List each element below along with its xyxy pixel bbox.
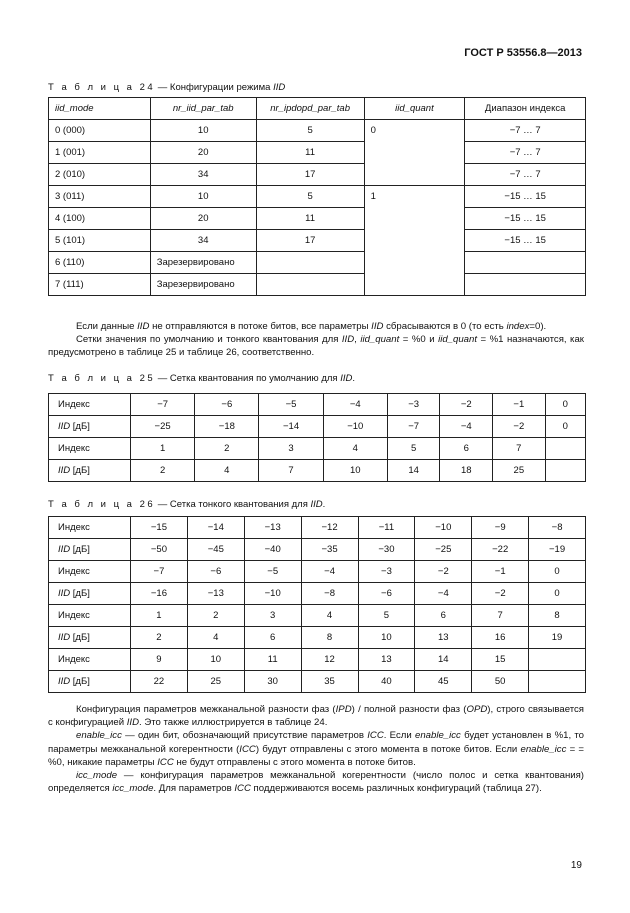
table-cell: 14 [387, 460, 440, 482]
table-cell: 4 (100) [49, 208, 151, 230]
table-cell: 17 [256, 230, 364, 252]
table-cell [256, 274, 364, 296]
table-cell: 11 [244, 649, 301, 671]
table-cell: 40 [358, 671, 415, 693]
table-cell: −6 [195, 394, 259, 416]
table-cell: −5 [244, 561, 301, 583]
table-cell: −15 … 15 [465, 208, 586, 230]
table-cell: −1 [493, 394, 546, 416]
table-row [49, 649, 586, 671]
table-row [49, 605, 586, 627]
table-cell: −10 [415, 517, 472, 539]
table-cell: 8 [529, 605, 586, 627]
table-cell: −30 [358, 539, 415, 561]
paragraph-iid-defaults: Если данные IID не отправляются в потоке битов, все параметры IID сбрасываются в 0 (то есть index=0). Сетки значения по умолчанию и тонкого квантования для IID, iid_quant = %0 и iid_quant = %1 назначаются, как предусмотрено в таблице 25 и таблице 26, соответственно. [48, 321, 584, 359]
row-label-cell: IID [дБ] [49, 416, 131, 438]
table-cell: Зарезервировано [150, 274, 256, 296]
table-row [49, 517, 586, 539]
table-cell: 30 [244, 671, 301, 693]
table-cell: 10 [358, 627, 415, 649]
table-cell: 11 [256, 142, 364, 164]
table-cell: 9 [131, 649, 188, 671]
table-row [49, 671, 586, 693]
table-cell: 6 (110) [49, 252, 151, 274]
table25 [48, 393, 586, 482]
table-cell: −18 [195, 416, 259, 438]
table-cell: 6 [244, 627, 301, 649]
table-row [49, 539, 586, 561]
table-cell: 0 [545, 416, 585, 438]
table-cell: −13 [244, 517, 301, 539]
table-cell: −50 [131, 539, 188, 561]
table-cell: 16 [472, 627, 529, 649]
table-cell: 13 [415, 627, 472, 649]
table-cell: −7 [131, 394, 195, 416]
table-cell: 1 [364, 186, 465, 296]
table-cell: 2 (010) [49, 164, 151, 186]
table-cell [545, 460, 585, 482]
table-cell: 1 (001) [49, 142, 151, 164]
table-cell: −10 [244, 583, 301, 605]
table-cell: 0 (000) [49, 120, 151, 142]
row-label-cell: IID [дБ] [49, 583, 131, 605]
table-cell: −40 [244, 539, 301, 561]
table-cell: −45 [187, 539, 244, 561]
table-row [49, 416, 586, 438]
table-cell [465, 252, 586, 274]
row-label-cell: Индекс [49, 649, 131, 671]
table-cell: −6 [358, 583, 415, 605]
table-cell: 2 [131, 627, 188, 649]
table-cell: −25 [415, 539, 472, 561]
row-label-cell: IID [дБ] [49, 671, 131, 693]
table-cell: 4 [195, 460, 259, 482]
table-cell: −4 [440, 416, 493, 438]
row-label-cell: Индекс [49, 605, 131, 627]
table-row [49, 120, 586, 142]
table-cell: 2 [187, 605, 244, 627]
table-cell: −3 [387, 394, 440, 416]
table-cell: −8 [301, 583, 358, 605]
table-cell: 5 (101) [49, 230, 151, 252]
table-cell: 15 [472, 649, 529, 671]
table-cell: −6 [187, 561, 244, 583]
table-cell: −12 [301, 517, 358, 539]
table-cell [529, 671, 586, 693]
table-cell: 2 [131, 460, 195, 482]
table-cell: −5 [259, 394, 323, 416]
table-row [49, 164, 586, 186]
table24 [48, 97, 586, 296]
table-cell: −8 [529, 517, 586, 539]
row-label-cell: IID [дБ] [49, 627, 131, 649]
table-header-cell: nr_iid_par_tab [150, 98, 256, 120]
table-cell: −2 [440, 394, 493, 416]
row-label-cell: IID [дБ] [49, 460, 131, 482]
table-cell: 4 [301, 605, 358, 627]
table-cell: Зарезервировано [150, 252, 256, 274]
table-row [49, 438, 586, 460]
table-cell: −2 [472, 583, 529, 605]
table-cell: −4 [301, 561, 358, 583]
table-cell: −3 [358, 561, 415, 583]
row-label-cell: Индекс [49, 394, 131, 416]
table-cell: 34 [150, 230, 256, 252]
table-row [49, 208, 586, 230]
table-cell: 50 [472, 671, 529, 693]
table-header-cell: nr_ipdopd_par_tab [256, 98, 364, 120]
row-label-cell: Индекс [49, 438, 131, 460]
table-row [49, 142, 586, 164]
table-cell: 0 [529, 583, 586, 605]
table-cell: 3 [244, 605, 301, 627]
table25-caption: Т а б л и ц а 25 — Сетка квантования по умолчанию для IID. [48, 373, 355, 384]
table-cell: −35 [301, 539, 358, 561]
table-cell: 7 [493, 438, 546, 460]
table-cell: 2 [195, 438, 259, 460]
table-cell: −7 … 7 [465, 120, 586, 142]
table-cell: 7 [259, 460, 323, 482]
table-cell: 12 [301, 649, 358, 671]
table-row [49, 98, 586, 120]
table-cell [465, 274, 586, 296]
table-cell: −4 [415, 583, 472, 605]
table-cell: −11 [358, 517, 415, 539]
table-cell: 20 [150, 208, 256, 230]
table-cell: −1 [472, 561, 529, 583]
table-row [49, 583, 586, 605]
table-cell: 5 [387, 438, 440, 460]
table-cell: 10 [150, 120, 256, 142]
table-row [49, 274, 586, 296]
table-cell: −15 … 15 [465, 230, 586, 252]
table-cell: −25 [131, 416, 195, 438]
table-cell: −15 … 15 [465, 186, 586, 208]
table-cell: 5 [256, 120, 364, 142]
row-label-cell: IID [дБ] [49, 539, 131, 561]
table-row [49, 394, 586, 416]
table-cell: 25 [493, 460, 546, 482]
table-cell: −14 [187, 517, 244, 539]
table-cell: 7 (111) [49, 274, 151, 296]
table-cell: 6 [440, 438, 493, 460]
page-number: 19 [570, 860, 582, 871]
table-cell [529, 649, 586, 671]
table-row [49, 186, 586, 208]
table-cell: 4 [187, 627, 244, 649]
table-cell: 10 [187, 649, 244, 671]
table-cell: −9 [472, 517, 529, 539]
table-cell: 5 [358, 605, 415, 627]
table-cell: 3 (011) [49, 186, 151, 208]
table26-caption: Т а б л и ц а 26 — Сетка тонкого квантования для IID. [48, 499, 326, 510]
table-row [49, 627, 586, 649]
table-cell: 8 [301, 627, 358, 649]
table-cell: −2 [493, 416, 546, 438]
table-cell: 35 [301, 671, 358, 693]
table-cell: 11 [256, 208, 364, 230]
table-cell: −14 [259, 416, 323, 438]
table-cell: −15 [131, 517, 188, 539]
table-cell: 20 [150, 142, 256, 164]
table-cell: 3 [259, 438, 323, 460]
table-cell: −13 [187, 583, 244, 605]
paragraph-ipd-icc: Конфигурация параметров межканальной разности фаз (IPD) / полной разности фаз (OPD), строго связывается с конфигурацией IID. Это также иллюстрируется в таблице 24. enable_icc — один бит, обозначающий присутствие параметров ICC. Если enable_icc будет установлен в %1, то параметры межканальной когерентности (ICC) будут отправлены с этого момента в потоке битов. Если enable_icc = = %0, никакие параметры ICC не будут отправлены с этого момента в потоке битов. icc_mode — конфигурация параметров межканальной когерентности (число полос и сетка квантования) определяется icc_mode. Для параметров ICC поддерживаются восемь различных конфигураций (таблица 27). [48, 704, 585, 795]
row-label-cell: Индекс [49, 561, 131, 583]
table-header-cell: iid_mode [49, 98, 151, 120]
table-cell [256, 252, 364, 274]
table-cell: 13 [358, 649, 415, 671]
table-cell: 7 [472, 605, 529, 627]
table-row [49, 561, 586, 583]
table-cell: −10 [323, 416, 387, 438]
table-cell: 5 [256, 186, 364, 208]
table-cell: −7 [387, 416, 440, 438]
table-cell: 0 [364, 120, 465, 186]
table-cell: 34 [150, 164, 256, 186]
table-cell: 4 [323, 438, 387, 460]
table-cell: −19 [529, 539, 586, 561]
table-cell: 25 [187, 671, 244, 693]
row-label-cell: Индекс [49, 517, 131, 539]
table-cell: 1 [131, 438, 195, 460]
table-cell: −2 [415, 561, 472, 583]
table-cell: 0 [545, 394, 585, 416]
table-cell: 19 [529, 627, 586, 649]
table-cell: −7 [131, 561, 188, 583]
table-row [49, 230, 586, 252]
table-cell: 14 [415, 649, 472, 671]
table-cell: −16 [131, 583, 188, 605]
table-cell: −7 … 7 [465, 142, 586, 164]
table-cell: 10 [150, 186, 256, 208]
table-cell: 6 [415, 605, 472, 627]
table24-caption: Т а б л и ц а 24 — Конфигурации режима IID [48, 82, 286, 93]
table-header-cell: Диапазон индекса [465, 98, 586, 120]
table-cell: 0 [529, 561, 586, 583]
table-cell: 1 [131, 605, 188, 627]
table-cell: 18 [440, 460, 493, 482]
table-cell: −4 [323, 394, 387, 416]
table-cell [545, 438, 585, 460]
table-cell: −22 [472, 539, 529, 561]
table26 [48, 516, 586, 693]
table-cell: −7 … 7 [465, 164, 586, 186]
document-header: ГОСТ Р 53556.8—2013 [464, 47, 582, 59]
table-cell: 22 [131, 671, 188, 693]
table-cell: 10 [323, 460, 387, 482]
table-cell: 45 [415, 671, 472, 693]
table-row [49, 460, 586, 482]
table-cell: 17 [256, 164, 364, 186]
table-header-cell: iid_quant [364, 98, 465, 120]
table-row [49, 252, 586, 274]
